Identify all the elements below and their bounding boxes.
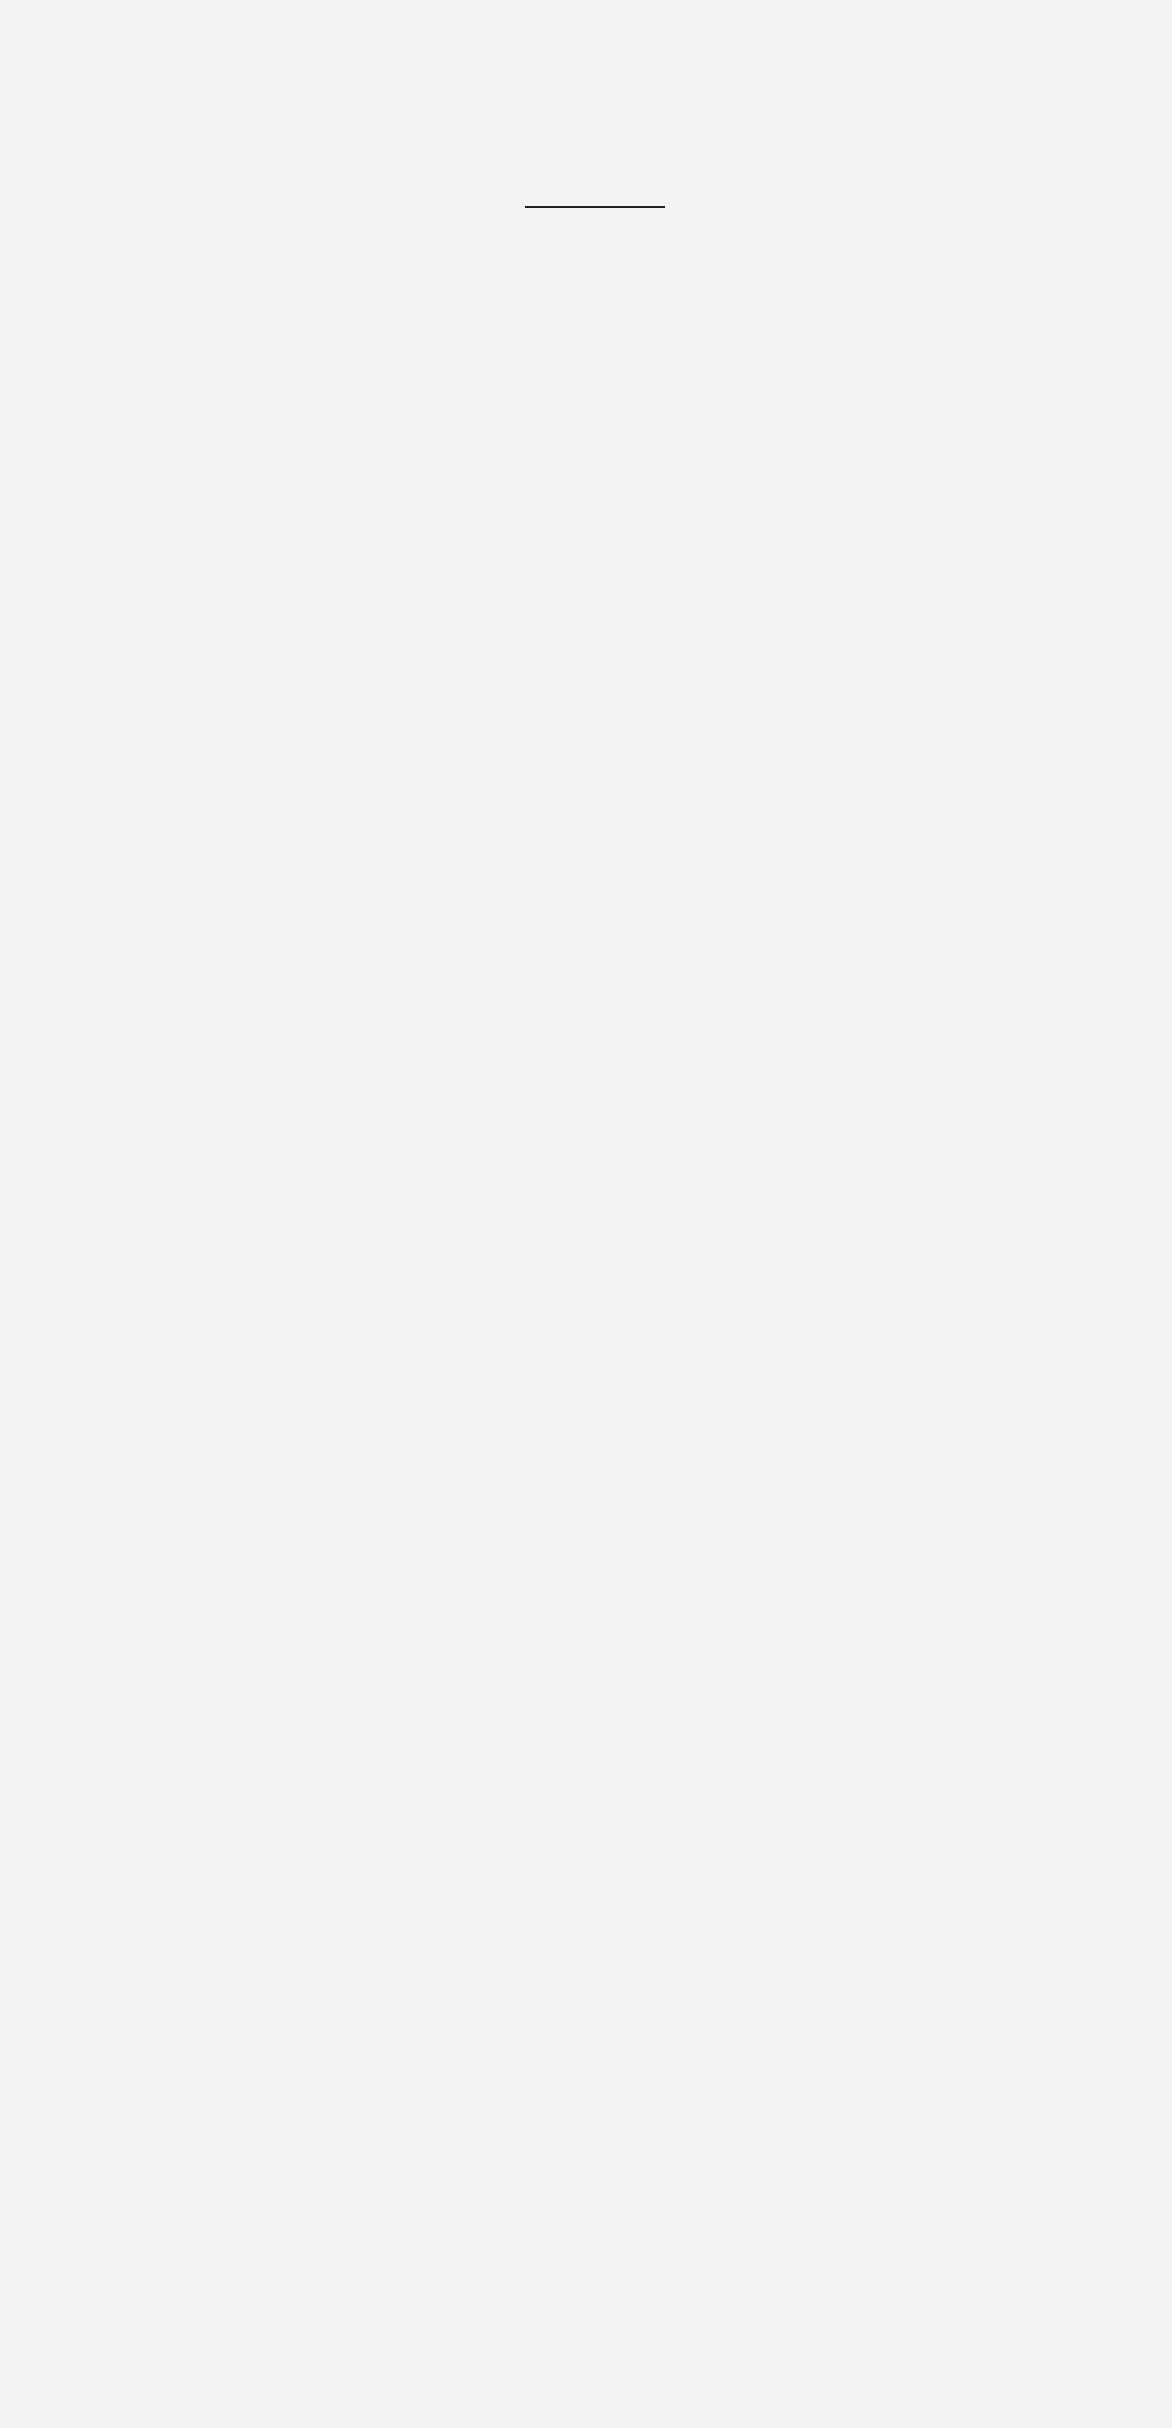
score-blank[interactable] bbox=[525, 180, 665, 208]
score-line bbox=[0, 180, 1172, 215]
